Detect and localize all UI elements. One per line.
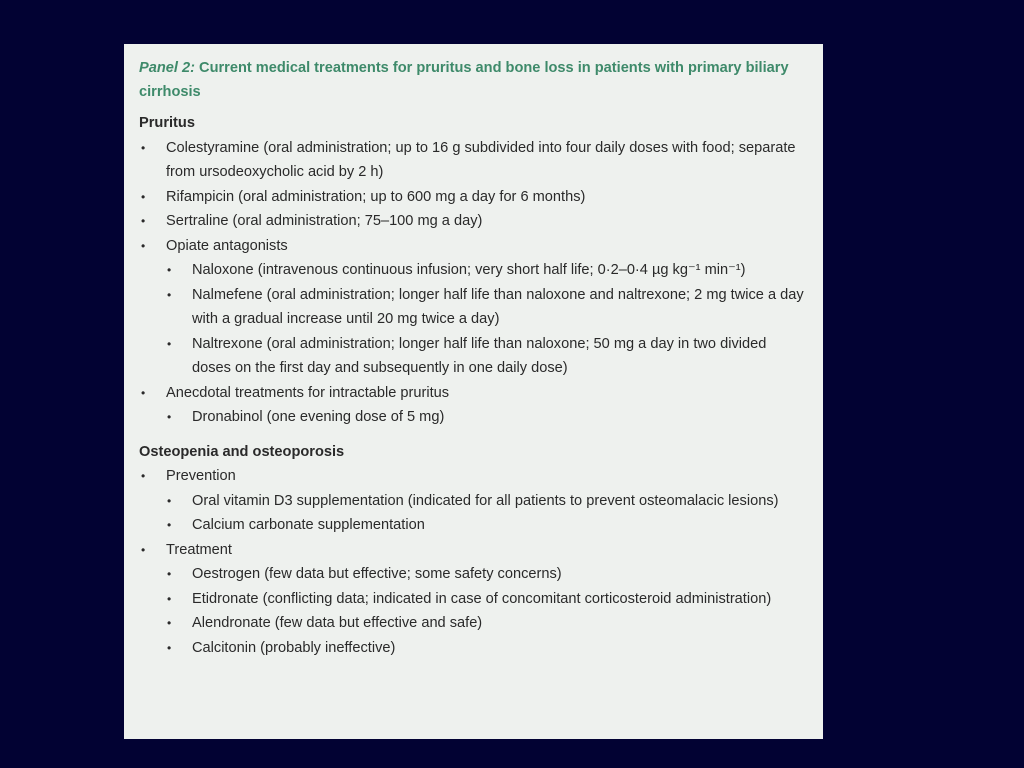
bullet-icon: • <box>167 263 172 277</box>
bullet-icon: • <box>141 469 146 483</box>
sublist-item-text: Calcitonin (probably ineffective) <box>192 639 396 656</box>
sublist-item-text: Oral vitamin D3 supplementation (indicated for all patients to prevent osteomalacic lesions) <box>192 492 779 509</box>
sublist-item-text: Dronabinol (one evening dose of 5 mg) <box>192 409 445 425</box>
panel-title-prefix: Panel 2: <box>139 60 195 76</box>
sublist-item-text: Naloxone (intravenous continuous infusion; very short half life; 0·2–0·4 µg kg⁻¹ min⁻¹) <box>192 262 746 278</box>
bullet-icon: • <box>141 140 146 155</box>
list-item <box>139 209 809 234</box>
anecdotal-sublist <box>166 405 809 430</box>
bullet-icon: • <box>167 287 172 302</box>
panel-title-text: Current medical treatments for pruritus and bone loss in patients with primary biliary cirrhosis <box>139 60 789 100</box>
treatment-sublist <box>166 562 809 660</box>
sublist-item-text: Naltrexone (oral administration; longer half life than naloxone; 50 mg a day in two divided doses on the first day and subsequently in one daily dose) <box>192 335 767 376</box>
list-item-text: Sertraline (oral administration; 75–100 mg a day) <box>166 213 483 229</box>
sublist-item <box>166 611 809 636</box>
bullet-icon: • <box>141 214 146 228</box>
sublist-item-text: Etidronate (conflicting data; indicated in case of concomitant corticosteroid administration) <box>192 590 772 607</box>
bullet-icon: • <box>167 616 172 630</box>
prevention-sublist <box>166 489 809 538</box>
bullet-icon: • <box>141 189 146 204</box>
list-item-text: Anecdotal treatments for intractable pruritus <box>166 384 450 401</box>
list-item-text: Rifampicin (oral administration; up to 600 mg a day for 6 months) <box>166 188 586 205</box>
bullet-icon: • <box>167 410 172 424</box>
bullet-icon: • <box>167 567 172 581</box>
osteo-list <box>139 464 809 660</box>
bullet-icon: • <box>167 518 172 532</box>
list-item-text: Treatment <box>166 541 232 558</box>
list-item <box>139 136 809 185</box>
pruritus-list <box>139 136 809 430</box>
bullet-icon: • <box>167 591 172 606</box>
sublist-item-text: Alendronate (few data but effective and safe) <box>192 615 483 631</box>
opiate-sublist <box>166 258 809 381</box>
bullet-icon: • <box>141 385 146 400</box>
list-item <box>139 185 809 210</box>
sublist-item-text: Calcium carbonate supplementation <box>192 517 425 533</box>
list-item-text: Prevention <box>166 468 236 484</box>
list-item <box>139 538 809 661</box>
sublist-item <box>166 332 809 381</box>
panel-title <box>139 56 809 104</box>
sublist-item <box>166 405 809 430</box>
list-item-text: Opiate antagonists <box>166 237 288 254</box>
section-heading-osteo: Osteopenia and osteoporosis <box>139 443 345 460</box>
bullet-icon: • <box>141 238 146 253</box>
list-item <box>139 381 809 430</box>
sublist-item <box>166 489 809 514</box>
section-heading-pruritus: Pruritus <box>139 115 195 131</box>
sublist-item <box>166 513 809 538</box>
sublist-item <box>166 562 809 587</box>
sublist-item <box>166 636 809 661</box>
bullet-icon: • <box>141 542 146 557</box>
sublist-item <box>166 587 809 612</box>
sublist-item <box>166 283 809 332</box>
bullet-icon: • <box>167 336 172 351</box>
treatment-panel <box>124 44 823 739</box>
list-item <box>139 464 809 538</box>
list-item-text: Colestyramine (oral administration; up to 16 g subdivided into four daily doses with food; separate from ursodeoxycholic acid by 2 h) <box>166 139 796 180</box>
sublist-item-text: Nalmefene (oral administration; longer half life than naloxone and naltrexone; 2 mg twice a day with a gradual increase until 20 mg twice a day) <box>192 286 804 327</box>
sublist-item <box>166 258 809 283</box>
list-item <box>139 234 809 381</box>
bullet-icon: • <box>167 493 172 508</box>
sublist-item-text: Oestrogen (few data but effective; some safety concerns) <box>192 566 562 582</box>
bullet-icon: • <box>167 640 172 655</box>
